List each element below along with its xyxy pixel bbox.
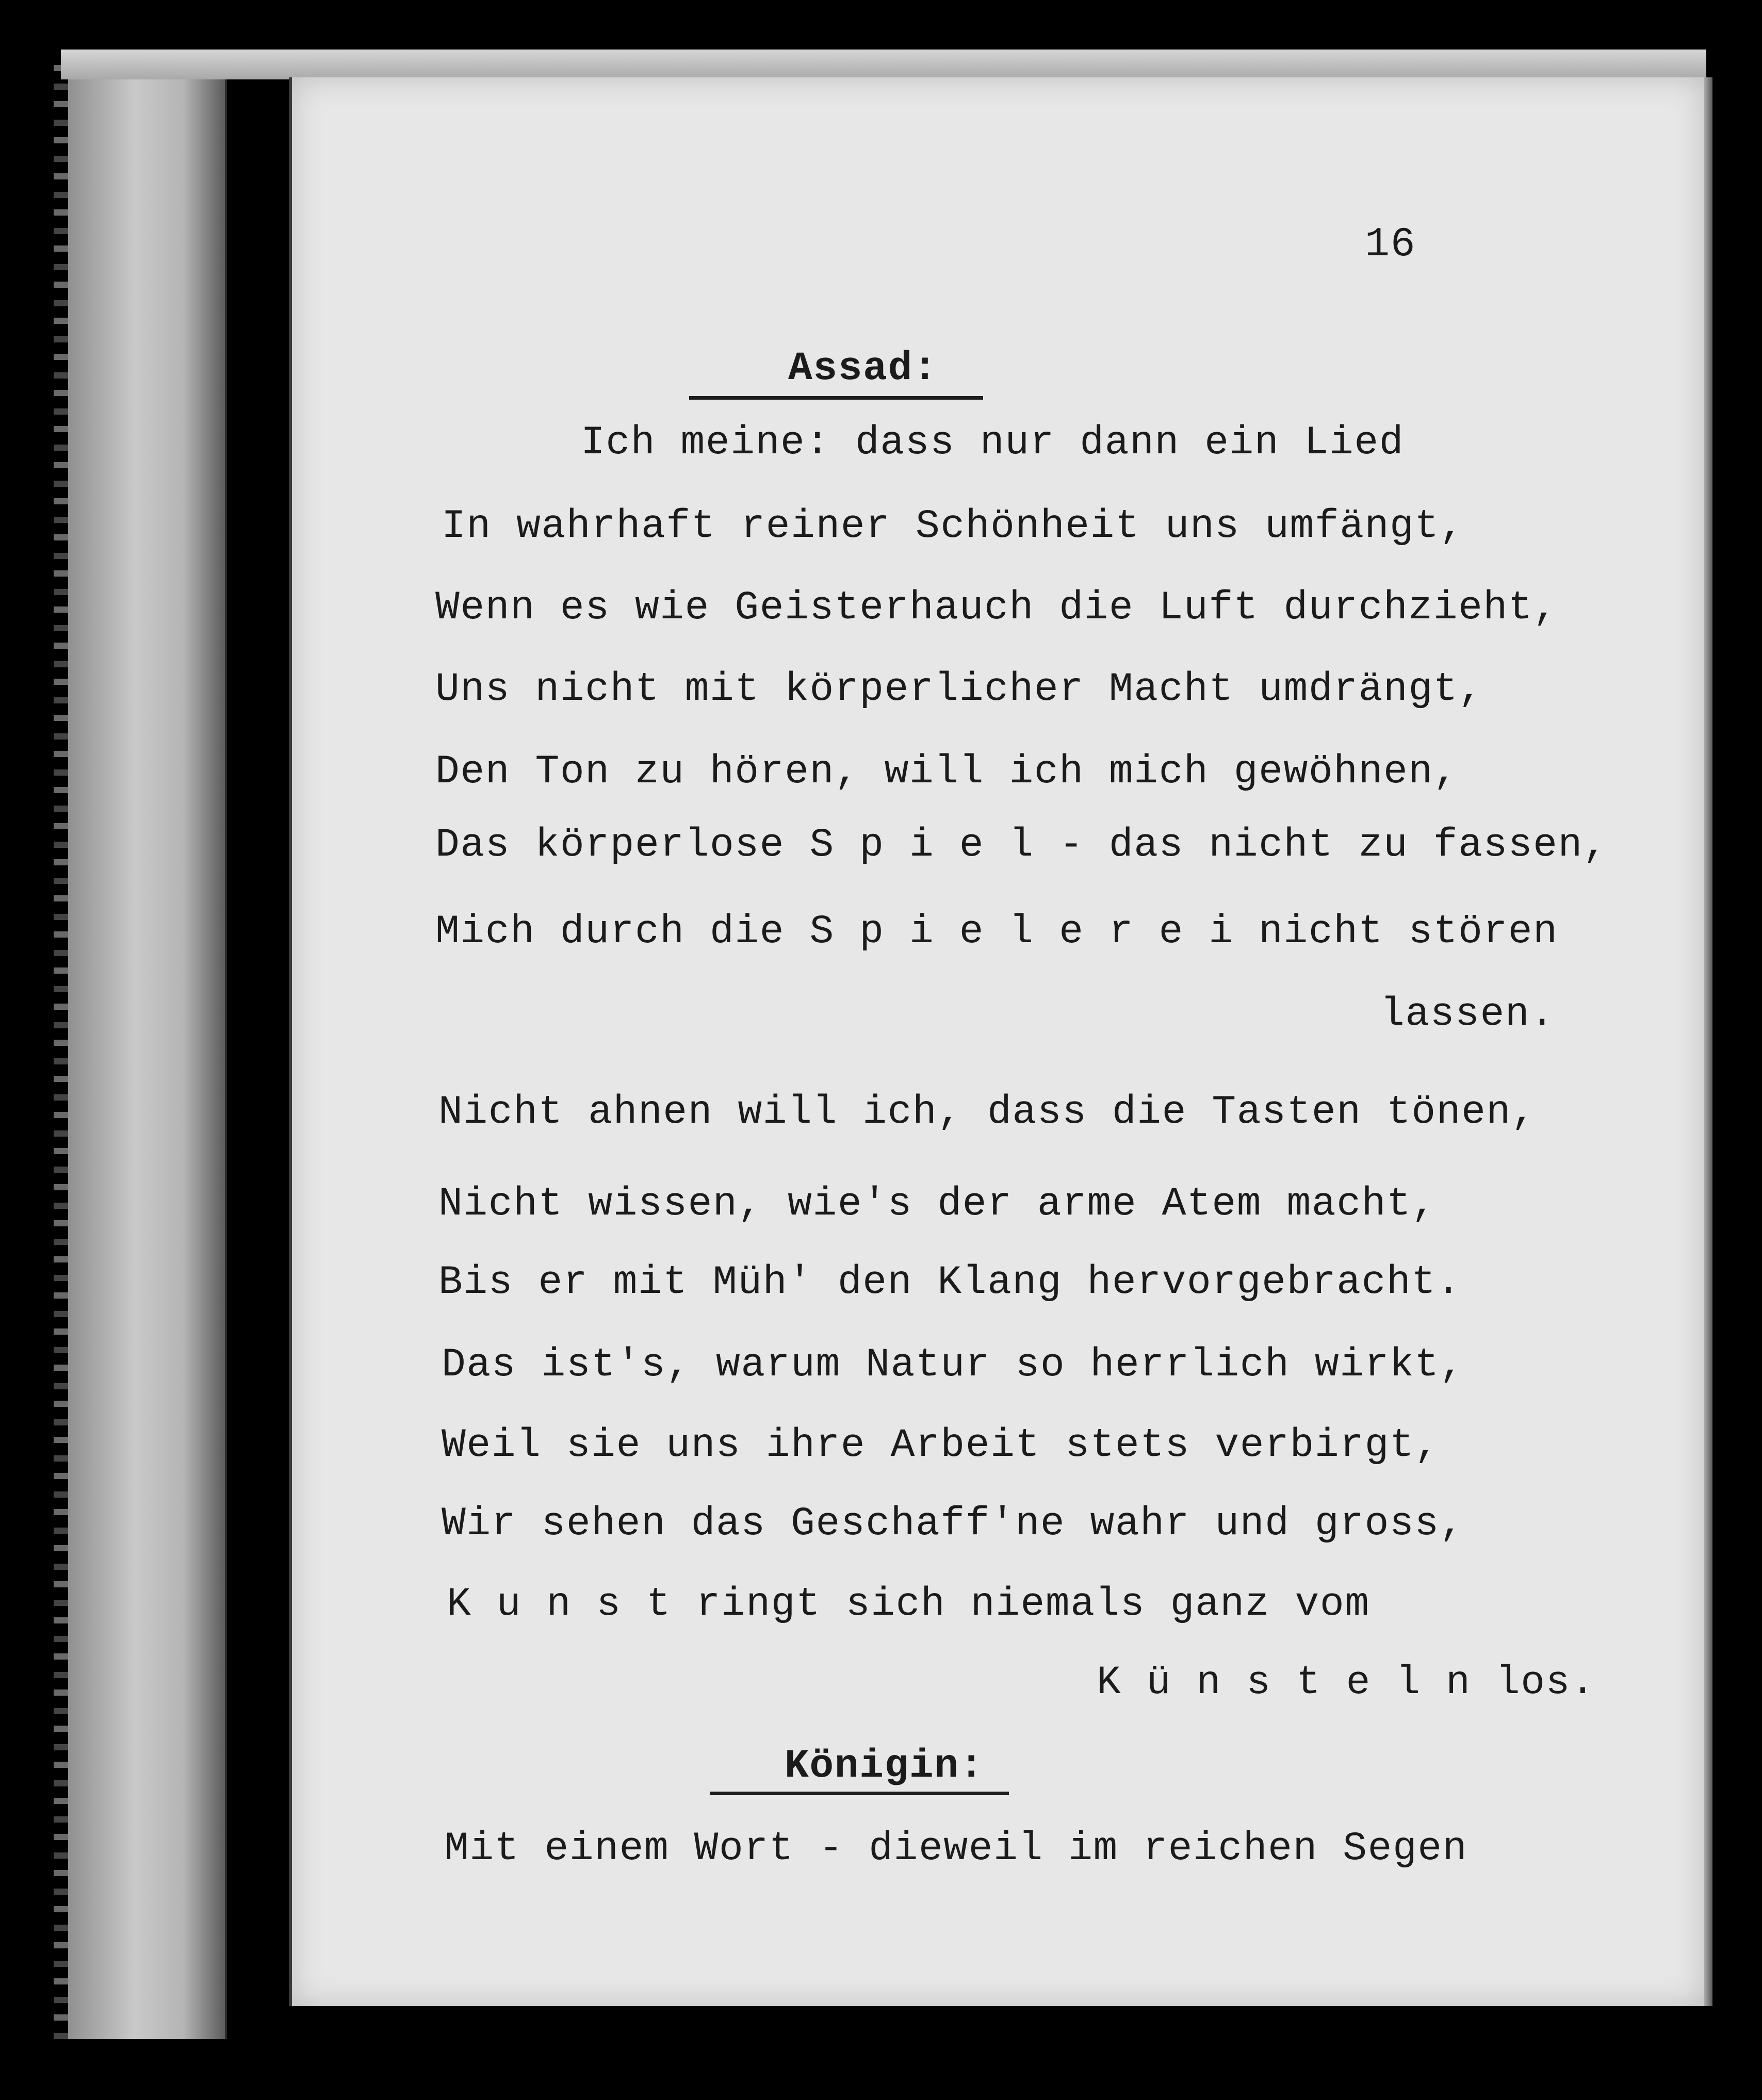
previous-page-edge [61, 54, 227, 2039]
verse-line: Wenn es wie Geisterhauch die Luft durchzieht, [435, 585, 1558, 631]
speaker-heading-koenigin: Königin: [785, 1744, 984, 1789]
verse-line: Mich durch die S p i e l e r e i nicht stören [435, 909, 1558, 955]
page-top-edge [61, 50, 1706, 79]
verse-line: Den Ton zu hören, will ich mich gewöhnen, [435, 749, 1459, 795]
verse-line: Weil sie uns ihre Arbeit stets verbirgt, [442, 1423, 1440, 1468]
verse-line: Uns nicht mit körperlicher Macht umdrängt, [435, 667, 1483, 712]
speaker-underline-assad [689, 396, 983, 400]
page-number: 16 [1365, 221, 1416, 268]
verse-line: Nicht wissen, wie's der arme Atem macht, [438, 1182, 1437, 1227]
verse-line: Mit einem Wort - dieweil im reichen Segen [445, 1826, 1468, 1872]
verse-line: K u n s t ringt sich niemals ganz vom [447, 1582, 1370, 1627]
verse-line: Nicht ahnen will ich, dass die Tasten tönen, [438, 1090, 1537, 1135]
verse-line-continuation: K ü n s t e l n los. [1097, 1660, 1596, 1705]
speaker-underline-koenigin [710, 1792, 1009, 1795]
verse-line: Wir sehen das Geschaff'ne wahr und gross, [442, 1501, 1465, 1547]
typewritten-page [289, 77, 1704, 2006]
verse-line: Das ist's, warum Natur so herrlich wirkt, [442, 1342, 1465, 1388]
verse-line: Das körperlose S p i e l - das nicht zu fassen, [435, 823, 1608, 868]
verse-line: In wahrhaft reiner Schönheit uns umfängt, [442, 504, 1465, 549]
speaker-heading-assad: Assad: [788, 346, 938, 391]
verse-line: Bis er mit Müh' den Klang hervorgebracht. [438, 1260, 1462, 1305]
verse-line: Ich meine: dass nur dann ein Lied [581, 420, 1405, 466]
verse-line-continuation: lassen. [1380, 992, 1555, 1037]
